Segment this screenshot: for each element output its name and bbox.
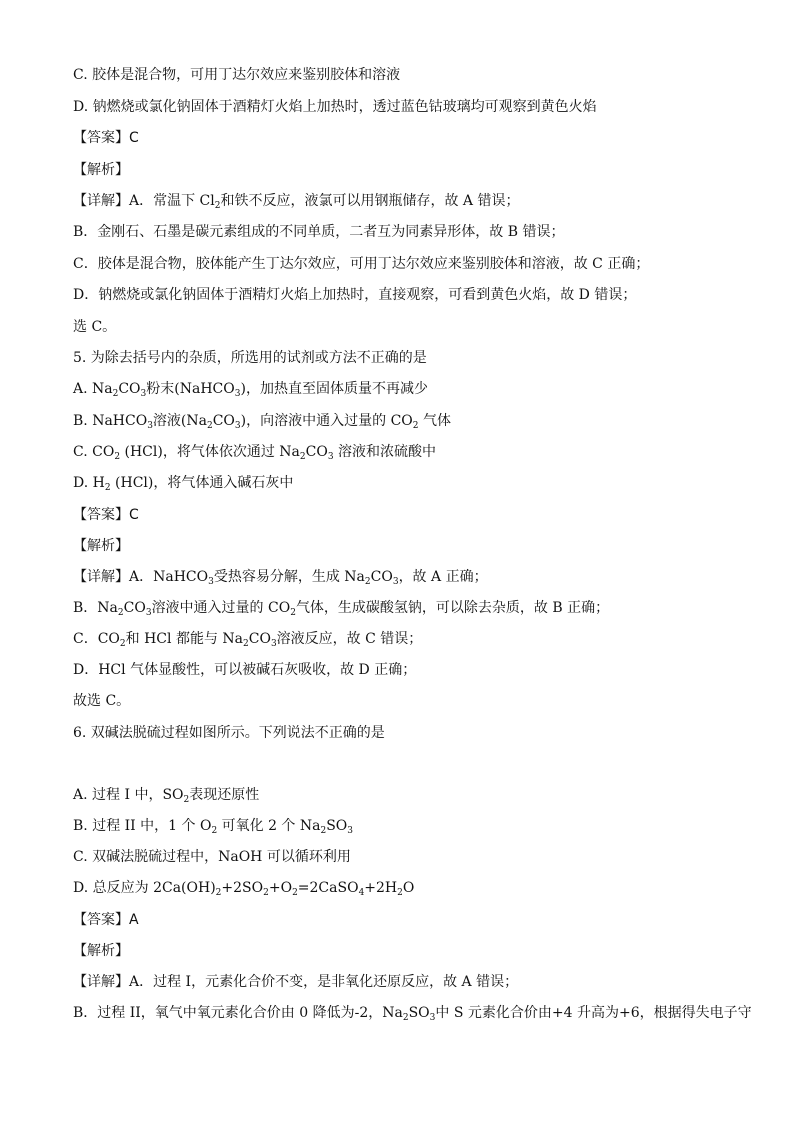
- conclusion-line: 选 C。: [73, 319, 117, 335]
- detail-line: B．$Na_2CO_3$溶液中通入过量的 $CO_2$气体，生成碳酸氢钠，可以除去杂质，故 B 正确；: [73, 600, 610, 618]
- option-d-line: D. 总反应为 $2Ca(OH)_2+2SO_2+O_2=2CaSO_4+2H_2O$: [73, 880, 415, 898]
- detail-line: 【详解】A．过程 I，元素化合价不变，是非氧化还原反应，故 A 错误；: [73, 974, 519, 990]
- detail-line: D．HCl 气体显酸性，可以被碱石灰吸收，故 D 正确；: [73, 662, 417, 678]
- answer-tag: 【答案】C: [73, 130, 139, 146]
- option-c-line: C. 双碱法脱硫过程中，NaOH 可以循环利用: [73, 849, 351, 865]
- detail-line: D．钠燃烧或氯化钠固体于酒精灯火焰上加热时，直接观察，可看到黄色火焰，故 D 错误；: [73, 287, 637, 303]
- detail-line: C．$CO_2$和 HCl 都能与 $Na_2CO_3$溶液反应，故 C 错误；: [73, 631, 423, 649]
- analysis-tag: 【解析】: [73, 538, 129, 554]
- option-a-line: A. 过程 I 中，$SO_2$表现还原性: [73, 787, 260, 805]
- detail-line: C．胶体是混合物，胶体能产生丁达尔效应，可用丁达尔效应来鉴别胶体和溶液，故 C 正确；: [73, 256, 650, 272]
- option-b-line: B. 过程 II 中，1 个 $O_2$ 可氧化 2 个 $Na_2SO_3$: [73, 818, 354, 836]
- answer-tag: 【答案】A: [73, 912, 139, 928]
- option-d-line: D. $H_2$ (HCl)，将气体通入碱石灰中: [73, 475, 294, 493]
- option-c-line: C. 胶体是混合物，可用丁达尔效应来鉴别胶体和溶液: [73, 67, 401, 83]
- detail-line: 【详解】A．NaHCO$_3$受热容易分解，生成 $Na_2CO_3$，故 A 正确；: [73, 569, 488, 587]
- detail-line: B．过程 II，氧气中氧元素化合价由 0 降低为-2，$Na_2SO_3$中 S 元素化合价由+4 升高为+6，根据得失电子守: [73, 1005, 752, 1023]
- option-c-line: C. $CO_2$ (HCl)，将气体依次通过 $Na_2CO_3$ 溶液和浓硫酸中: [73, 444, 436, 462]
- question-5-stem: 5. 为除去括号内的杂质，所选用的试剂或方法不正确的是: [73, 350, 427, 366]
- option-b-line: B. NaHCO$_3$溶液$(Na_2CO_3)$，向溶液中通入过量的 $CO_2$ 气体: [73, 413, 451, 431]
- question-6-stem: 6. 双碱法脱硫过程如图所示。下列说法不正确的是: [73, 725, 385, 741]
- detail-line: B．金刚石、石墨是碳元素组成的不同单质，二者互为同素异形体，故 B 错误；: [73, 224, 565, 240]
- conclusion-line: 故选 C。: [73, 693, 131, 709]
- detail-line: 【详解】A．常温下 $Cl_2$和铁不反应，液氯可以用钢瓶储存，故 A 错误；: [73, 193, 520, 211]
- option-a-line: A. $Na_2CO_3$粉末(NaHCO$_3$)，加热直至固体质量不再减少: [73, 381, 428, 399]
- option-d-line: D. 钠燃烧或氯化钠固体于酒精灯火焰上加热时，透过蓝色钴玻璃均可观察到黄色火焰: [73, 99, 597, 115]
- analysis-tag: 【解析】: [73, 162, 129, 178]
- answer-tag: 【答案】C: [73, 507, 139, 523]
- analysis-tag: 【解析】: [73, 943, 129, 959]
